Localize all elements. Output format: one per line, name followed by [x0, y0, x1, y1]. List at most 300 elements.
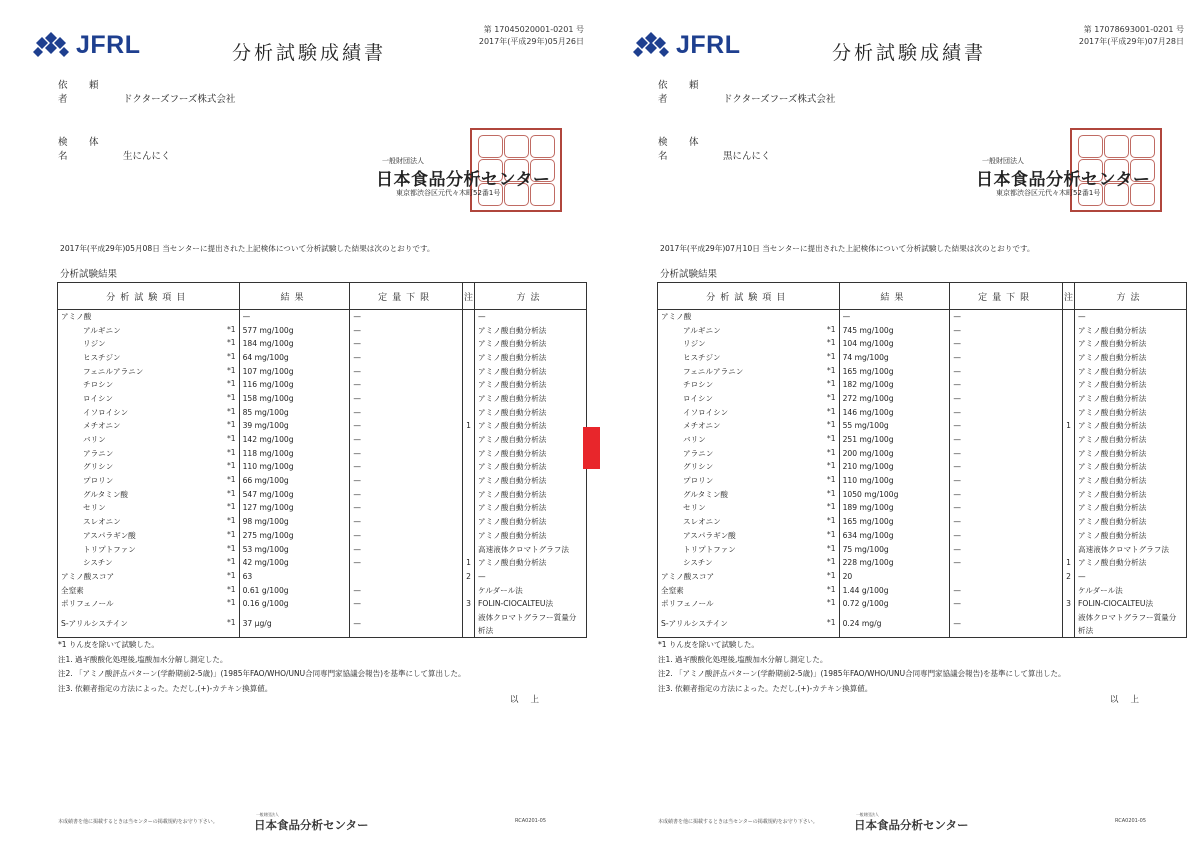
results-body [58, 310, 587, 638]
item-name: バリン [683, 435, 706, 445]
item-name: シスチン [683, 558, 713, 568]
item-name: アミノ酸スコア [661, 571, 715, 581]
method-cell: アミノ酸自動分析法 [475, 529, 587, 543]
method-cell: — [1075, 570, 1187, 584]
method-cell: 高速液体クロマトグラフ法 [1075, 542, 1187, 556]
limit-cell: — [950, 351, 1063, 365]
note-cell: 3 [1063, 597, 1075, 611]
limit-cell: — [950, 364, 1063, 378]
note-cell [463, 611, 475, 638]
limit-cell [950, 570, 1063, 584]
document-date: 2017年(平成29年)05月26日 [478, 37, 584, 46]
note-line: 注3. 依頼者指定の方法によった。ただし,(+)-カテキン換算値。 [658, 683, 873, 693]
document-number: 第 17078693001-0201 号 [1083, 25, 1184, 34]
item-cell [58, 446, 240, 460]
item-footnote-mark: *1 [826, 365, 836, 375]
result-cell: 98 mg/100g [239, 515, 350, 529]
table-row [658, 583, 1187, 597]
item-cell [658, 446, 840, 460]
item-footnote-mark: *1 [226, 338, 236, 348]
item-name: アルギニン [83, 325, 121, 335]
table-row [58, 378, 587, 392]
item-footnote-mark: *1 [226, 475, 236, 485]
note-cell [463, 405, 475, 419]
method-cell: アミノ酸自動分析法 [1075, 556, 1187, 570]
table-row [658, 542, 1187, 556]
item-footnote-mark: *1 [226, 324, 236, 334]
table-row [58, 323, 587, 337]
item-name: S-アリルシステイン [661, 619, 728, 629]
org-type: 一般財団法人 [382, 157, 424, 165]
note-cell [1063, 337, 1075, 351]
item-cell [658, 611, 840, 638]
note-cell [1063, 433, 1075, 447]
section-title: 分析試験結果 [60, 269, 118, 280]
note-cell [1063, 351, 1075, 365]
table-row [658, 337, 1187, 351]
result-cell: 107 mg/100g [239, 364, 350, 378]
result-cell: 0.61 g/100g [239, 583, 350, 597]
limit-cell: — [950, 446, 1063, 460]
table-row [58, 529, 587, 543]
method-cell: アミノ酸自動分析法 [1075, 529, 1187, 543]
item-name: イソロイシン [83, 407, 129, 417]
method-cell: 液体クロマトグラフー質量分析法 [475, 611, 587, 638]
note-cell [1063, 529, 1075, 543]
item-footnote-mark: *1 [826, 598, 836, 608]
header-result: 結果 [839, 283, 950, 310]
jfrl-logo [632, 30, 741, 60]
method-cell: アミノ酸自動分析法 [1075, 392, 1187, 406]
table-row [658, 474, 1187, 488]
result-cell: 110 mg/100g [839, 474, 950, 488]
limit-cell: — [950, 392, 1063, 406]
item-name: アラニン [683, 448, 714, 458]
limit-cell: — [350, 529, 463, 543]
method-cell: アミノ酸自動分析法 [475, 460, 587, 474]
item-name: バリン [83, 435, 106, 445]
note-line: 注1. 過ギ酸酸化処理後,塩酸加水分解し測定した。 [58, 654, 228, 664]
method-cell: アミノ酸自動分析法 [1075, 351, 1187, 365]
item-name: アミノ酸 [61, 312, 92, 322]
result-cell: 577 mg/100g [239, 323, 350, 337]
item-cell [658, 474, 840, 488]
header-note: 注 [1063, 283, 1075, 310]
table-row [58, 392, 587, 406]
report-page-right [600, 0, 1190, 846]
item-footnote-mark: *1 [226, 379, 236, 389]
item-cell [58, 611, 240, 638]
method-cell: アミノ酸自動分析法 [475, 487, 587, 501]
item-footnote-mark: *1 [826, 543, 836, 553]
note-cell [463, 310, 475, 324]
table-row [658, 556, 1187, 570]
item-footnote-mark: *1 [226, 618, 236, 628]
method-cell: アミノ酸自動分析法 [475, 501, 587, 515]
item-cell [58, 310, 240, 324]
table-row [658, 597, 1187, 611]
result-cell: 66 mg/100g [239, 474, 350, 488]
table-row [658, 501, 1187, 515]
item-footnote-mark: *1 [826, 516, 836, 526]
header-item: 分析試験項目 [58, 283, 240, 310]
table-row [658, 446, 1187, 460]
table-row [58, 405, 587, 419]
item-name: スレオニン [683, 517, 721, 527]
method-cell: アミノ酸自動分析法 [1075, 487, 1187, 501]
limit-cell: — [350, 446, 463, 460]
limit-cell: — [950, 378, 1063, 392]
result-cell: 228 mg/100g [839, 556, 950, 570]
jfrl-logo [32, 30, 141, 60]
footer-org-type: 一般財団法人 [256, 812, 279, 817]
item-footnote-mark: *1 [226, 570, 236, 580]
results-table [657, 282, 1187, 638]
item-footnote-mark: *1 [226, 488, 236, 498]
method-cell: アミノ酸自動分析法 [1075, 460, 1187, 474]
closing-text: 以上 [510, 695, 552, 705]
item-name: グルタミン酸 [683, 489, 729, 499]
note-cell [1063, 515, 1075, 529]
limit-cell: — [950, 310, 1063, 324]
notes-block [58, 638, 466, 696]
requester-label: 依 頼 者 [658, 80, 721, 105]
note-cell [1063, 310, 1075, 324]
item-footnote-mark: *1 [826, 434, 836, 444]
item-cell [58, 323, 240, 337]
item-footnote-mark: *1 [826, 488, 836, 498]
item-name: プロリン [683, 476, 714, 486]
requester-name: ドクターズフーズ株式会社 [123, 94, 236, 105]
note-line: *1 りん皮を除いて試験した。 [658, 640, 759, 649]
note-cell: 1 [463, 556, 475, 570]
method-cell: ケルダール法 [475, 583, 587, 597]
result-cell: 1.44 g/100g [839, 583, 950, 597]
sample-name: 生にんにく [123, 151, 171, 162]
item-cell [658, 597, 840, 611]
item-cell [658, 556, 840, 570]
table-header-row [58, 283, 587, 310]
sample-name: 黒にんにく [723, 151, 771, 162]
method-cell: アミノ酸自動分析法 [475, 433, 587, 447]
limit-cell: — [950, 460, 1063, 474]
method-cell: アミノ酸自動分析法 [1075, 337, 1187, 351]
note-cell [1063, 405, 1075, 419]
item-cell [58, 392, 240, 406]
item-cell [658, 501, 840, 515]
document-number-block [479, 24, 584, 48]
limit-cell: — [350, 351, 463, 365]
requester-name: ドクターズフーズ株式会社 [723, 94, 836, 105]
item-name: ロイシン [83, 393, 113, 403]
result-cell: 0.72 g/100g [839, 597, 950, 611]
item-footnote-mark: *1 [226, 598, 236, 608]
item-cell [58, 515, 240, 529]
result-cell: 85 mg/100g [239, 405, 350, 419]
table-row [58, 583, 587, 597]
limit-cell: — [950, 323, 1063, 337]
method-cell: アミノ酸自動分析法 [475, 515, 587, 529]
header-limit: 定量下限 [950, 283, 1063, 310]
result-cell: 127 mg/100g [239, 501, 350, 515]
note-cell: 1 [1063, 556, 1075, 570]
header-method: 方法 [1075, 283, 1187, 310]
logo-text: JFRL [76, 30, 141, 59]
result-cell: 116 mg/100g [239, 378, 350, 392]
section-title: 分析試験結果 [660, 269, 718, 280]
item-cell [658, 351, 840, 365]
intro-text: 2017年(平成29年)05月08日 当センターに提出された上記検体について分析試験した結果は次のとおりです。 [60, 244, 435, 253]
item-name: チロシン [83, 380, 114, 390]
limit-cell: — [350, 419, 463, 433]
item-footnote-mark: *1 [826, 529, 836, 539]
item-cell [658, 378, 840, 392]
item-cell [58, 570, 240, 584]
item-name: グリシン [683, 462, 714, 472]
notes-block [658, 638, 1066, 696]
item-name: ポリフェノール [661, 599, 714, 609]
note-cell [1063, 392, 1075, 406]
result-cell: 1050 mg/100g [839, 487, 950, 501]
limit-cell: — [350, 378, 463, 392]
limit-cell: — [350, 433, 463, 447]
item-name: シスチン [83, 558, 113, 568]
item-name: ポリフェノール [61, 599, 114, 609]
limit-cell: — [350, 364, 463, 378]
method-cell: 高速液体クロマトグラフ法 [475, 542, 587, 556]
note-cell [463, 474, 475, 488]
note-cell [463, 433, 475, 447]
table-row [58, 310, 587, 324]
limit-cell [350, 570, 463, 584]
item-footnote-mark: *1 [826, 618, 836, 628]
result-cell: 251 mg/100g [839, 433, 950, 447]
method-cell: アミノ酸自動分析法 [475, 556, 587, 570]
item-footnote-mark: *1 [226, 502, 236, 512]
limit-cell: — [950, 405, 1063, 419]
table-row [58, 556, 587, 570]
item-footnote-mark: *1 [826, 557, 836, 567]
item-name: トリプトファン [83, 544, 136, 554]
item-name: ヒスチジン [83, 352, 121, 362]
item-footnote-mark: *1 [226, 447, 236, 457]
method-cell: ケルダール法 [1075, 583, 1187, 597]
header-method: 方法 [475, 283, 587, 310]
header-note: 注 [463, 283, 475, 310]
note-cell [1063, 378, 1075, 392]
limit-cell: — [350, 501, 463, 515]
note-cell [1063, 542, 1075, 556]
item-footnote-mark: *1 [826, 475, 836, 485]
limit-cell: — [950, 597, 1063, 611]
item-cell [658, 583, 840, 597]
method-cell: アミノ酸自動分析法 [1075, 501, 1187, 515]
item-cell [58, 474, 240, 488]
limit-cell: — [950, 501, 1063, 515]
note-cell [463, 392, 475, 406]
note-cell: 1 [463, 419, 475, 433]
method-cell: アミノ酸自動分析法 [1075, 433, 1187, 447]
table-row [658, 611, 1187, 638]
document-number-block [1079, 24, 1184, 48]
limit-cell: — [350, 597, 463, 611]
results-body [658, 310, 1187, 638]
method-cell: アミノ酸自動分析法 [475, 474, 587, 488]
table-row [58, 515, 587, 529]
item-cell [58, 378, 240, 392]
item-cell [658, 419, 840, 433]
limit-cell: — [950, 419, 1063, 433]
note-line: 注1. 過ギ酸酸化処理後,塩酸加水分解し測定した。 [658, 654, 828, 664]
note-cell: 2 [463, 570, 475, 584]
note-cell: 2 [1063, 570, 1075, 584]
header-item: 分析試験項目 [658, 283, 840, 310]
item-footnote-mark: *1 [226, 557, 236, 567]
limit-cell: — [350, 337, 463, 351]
jfrl-globe-icon [32, 30, 70, 60]
document-title: 分析試験成績書 [832, 42, 987, 64]
item-footnote-mark: *1 [826, 351, 836, 361]
limit-cell: — [950, 611, 1063, 638]
limit-cell: — [950, 487, 1063, 501]
item-cell [58, 597, 240, 611]
table-row [658, 364, 1187, 378]
note-line: 注3. 依頼者指定の方法によった。ただし,(+)-カテキン換算値。 [58, 683, 273, 693]
method-cell: — [1075, 310, 1187, 324]
item-cell [58, 529, 240, 543]
table-row [58, 446, 587, 460]
item-footnote-mark: *1 [226, 406, 236, 416]
result-cell: 547 mg/100g [239, 487, 350, 501]
item-cell [58, 542, 240, 556]
result-cell: 189 mg/100g [839, 501, 950, 515]
result-cell: 75 mg/100g [839, 542, 950, 556]
footer-disclaimer: 本成績書を他に掲載するときは当センターの掲載規約をお守り下さい。 [58, 819, 218, 825]
note-cell [463, 487, 475, 501]
item-name: リジン [83, 339, 106, 349]
item-name: セリン [83, 503, 106, 513]
item-cell [58, 364, 240, 378]
result-cell: 0.16 g/100g [239, 597, 350, 611]
limit-cell: — [350, 611, 463, 638]
result-cell: 165 mg/100g [839, 515, 950, 529]
table-row [658, 405, 1187, 419]
item-name: ロイシン [683, 393, 713, 403]
note-cell [463, 337, 475, 351]
note-cell [463, 364, 475, 378]
result-cell: 146 mg/100g [839, 405, 950, 419]
item-name: リジン [683, 339, 706, 349]
result-cell: 210 mg/100g [839, 460, 950, 474]
item-cell [58, 351, 240, 365]
item-footnote-mark: *1 [826, 379, 836, 389]
result-cell: 20 [839, 570, 950, 584]
item-cell [58, 405, 240, 419]
result-cell: 0.24 mg/g [839, 611, 950, 638]
item-cell [658, 392, 840, 406]
item-name: プロリン [83, 476, 114, 486]
note-cell [1063, 323, 1075, 337]
note-cell [463, 529, 475, 543]
table-row [658, 351, 1187, 365]
sample-label: 検 体 名 [658, 137, 721, 162]
item-name: アミノ酸 [661, 312, 692, 322]
header-result: 結果 [239, 283, 350, 310]
item-cell [658, 542, 840, 556]
item-footnote-mark: *1 [826, 406, 836, 416]
item-cell [658, 460, 840, 474]
sample-label: 検 体 名 [58, 137, 121, 162]
item-name: トリプトファン [683, 544, 736, 554]
header-limit: 定量下限 [350, 283, 463, 310]
requester-field [658, 77, 835, 105]
note-cell [463, 460, 475, 474]
result-cell: 39 mg/100g [239, 419, 350, 433]
item-name: 全窒素 [661, 585, 684, 595]
note-cell [463, 323, 475, 337]
note-cell [463, 501, 475, 515]
method-cell: アミノ酸自動分析法 [1075, 378, 1187, 392]
result-cell: 158 mg/100g [239, 392, 350, 406]
item-name: グリシン [83, 462, 114, 472]
item-name: イソロイシン [683, 407, 729, 417]
method-cell: — [475, 310, 587, 324]
item-cell [658, 570, 840, 584]
note-cell [1063, 583, 1075, 597]
method-cell: アミノ酸自動分析法 [1075, 419, 1187, 433]
item-footnote-mark: *1 [226, 584, 236, 594]
item-name: フェニルアラニン [683, 366, 744, 376]
item-footnote-mark: *1 [226, 516, 236, 526]
item-cell [658, 337, 840, 351]
footer-form-code: RCA0201-05 [1115, 818, 1147, 824]
item-cell [58, 487, 240, 501]
note-cell [1063, 446, 1075, 460]
method-cell: アミノ酸自動分析法 [475, 446, 587, 460]
item-name: フェニルアラニン [83, 366, 144, 376]
item-footnote-mark: *1 [826, 461, 836, 471]
result-cell: 275 mg/100g [239, 529, 350, 543]
document-title: 分析試験成績書 [232, 42, 387, 64]
note-cell [1063, 474, 1075, 488]
note-cell: 1 [1063, 419, 1075, 433]
item-cell [658, 364, 840, 378]
note-cell [463, 378, 475, 392]
table-row [58, 474, 587, 488]
note-line: 注2. 「アミノ酸評点パターン(学齢期前2-5歳)」(1985年FAO/WHO/UNU合同専門家協議会報告)を基準にして算出した。 [658, 669, 1066, 679]
intro-text: 2017年(平成29年)07月10日 当センターに提出された上記検体について分析試験した結果は次のとおりです。 [660, 244, 1035, 253]
note-cell [463, 515, 475, 529]
item-footnote-mark: *1 [826, 392, 836, 402]
method-cell: アミノ酸自動分析法 [475, 323, 587, 337]
method-cell: アミノ酸自動分析法 [1075, 323, 1187, 337]
item-footnote-mark: *1 [226, 461, 236, 471]
item-name: アスパラギン酸 [683, 530, 736, 540]
item-footnote-mark: *1 [826, 324, 836, 334]
table-header-row [658, 283, 1187, 310]
item-footnote-mark: *1 [826, 447, 836, 457]
table-row [658, 487, 1187, 501]
result-cell: 745 mg/100g [839, 323, 950, 337]
item-name: アスパラギン酸 [83, 530, 136, 540]
item-cell [58, 433, 240, 447]
method-cell: アミノ酸自動分析法 [1075, 474, 1187, 488]
report-page-left [0, 0, 590, 846]
table-row [658, 310, 1187, 324]
note-line: 注2. 「アミノ酸評点パターン(学齢期前2-5歳)」(1985年FAO/WHO/UNU合同専門家協議会報告)を基準にして算出した。 [58, 669, 466, 679]
method-cell: アミノ酸自動分析法 [475, 419, 587, 433]
org-address: 東京都渋谷区元代々木町52番1号 [996, 189, 1101, 197]
